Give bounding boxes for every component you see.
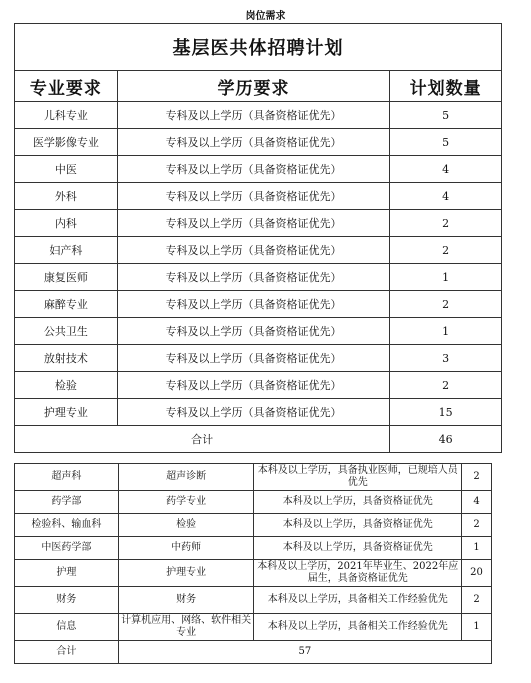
table-row <box>15 183 502 210</box>
education-cell: 专科及以上学历（具备资格证优先） <box>117 237 389 264</box>
count-cell: 2 <box>390 372 502 399</box>
education-cell: 专科及以上学历（具备资格证优先） <box>117 399 389 426</box>
table-row <box>15 537 492 560</box>
education-cell: 专科及以上学历（具备资格证优先） <box>117 264 389 291</box>
total-label: 合计 <box>15 426 390 453</box>
table-row <box>15 372 502 399</box>
header-education: 学历要求 <box>117 71 389 102</box>
major-cell: 放射技术 <box>15 345 118 372</box>
table-row <box>15 102 502 129</box>
major-cell: 公共卫生 <box>15 318 118 345</box>
major-cell: 检验 <box>15 372 118 399</box>
table-row <box>15 399 502 426</box>
total-row <box>15 641 492 664</box>
education-cell: 专科及以上学历（具备资格证优先） <box>117 345 389 372</box>
count-cell: 15 <box>390 399 502 426</box>
department-cell: 药学部 <box>15 491 119 514</box>
table-row <box>15 464 492 491</box>
department-cell: 超声科 <box>15 464 119 491</box>
major-cell: 麻醉专业 <box>15 291 118 318</box>
header-major: 专业要求 <box>15 71 118 102</box>
requirement-cell: 本科及以上学历，具备资格证优先 <box>254 491 462 514</box>
table-row <box>15 318 502 345</box>
major-cell: 儿科专业 <box>15 102 118 129</box>
major-cell: 财务 <box>118 587 254 614</box>
education-cell: 专科及以上学历（具备资格证优先） <box>117 291 389 318</box>
table-row <box>15 614 492 641</box>
count-cell: 2 <box>390 210 502 237</box>
count-cell: 20 <box>462 560 492 587</box>
table-row <box>15 587 492 614</box>
education-cell: 专科及以上学历（具备资格证优先） <box>117 372 389 399</box>
requirement-cell: 本科及以上学历，具备执业医师，已规培人员优先 <box>254 464 462 491</box>
count-cell: 1 <box>390 264 502 291</box>
major-cell: 中医 <box>15 156 118 183</box>
table-row <box>15 210 502 237</box>
count-cell: 4 <box>390 156 502 183</box>
major-cell: 医学影像专业 <box>15 129 118 156</box>
department-cell: 护理 <box>15 560 119 587</box>
table-row <box>15 156 502 183</box>
count-cell: 5 <box>390 102 502 129</box>
page-heading: 岗位需求 <box>245 11 286 22</box>
table-row <box>15 491 492 514</box>
major-cell: 外科 <box>15 183 118 210</box>
department-cell: 中医药学部 <box>15 537 119 560</box>
department-cell: 财务 <box>15 587 119 614</box>
count-cell: 2 <box>462 464 492 491</box>
count-cell: 1 <box>462 537 492 560</box>
table-row <box>15 237 502 264</box>
education-cell: 专科及以上学历（具备资格证优先） <box>117 318 389 345</box>
total-value: 46 <box>390 426 502 453</box>
table-row <box>15 291 502 318</box>
table-row <box>15 345 502 372</box>
requirement-cell: 本科及以上学历，具备资格证优先 <box>254 537 462 560</box>
total-value: 57 <box>118 641 491 664</box>
major-cell: 妇产科 <box>15 237 118 264</box>
table-row <box>15 129 502 156</box>
primary-recruitment-table <box>14 23 502 453</box>
table-row <box>15 514 492 537</box>
secondary-recruitment-table <box>14 463 492 664</box>
count-cell: 1 <box>390 318 502 345</box>
count-cell: 2 <box>462 514 492 537</box>
major-cell: 内科 <box>15 210 118 237</box>
requirement-cell: 本科及以上学历，具备相关工作经验优先 <box>254 614 462 641</box>
count-cell: 4 <box>390 183 502 210</box>
count-cell: 3 <box>390 345 502 372</box>
education-cell: 专科及以上学历（具备资格证优先） <box>117 129 389 156</box>
major-cell: 药学专业 <box>118 491 254 514</box>
education-cell: 专科及以上学历（具备资格证优先） <box>117 210 389 237</box>
count-cell: 5 <box>390 129 502 156</box>
header-count: 计划数量 <box>390 71 502 102</box>
major-cell: 护理专业 <box>15 399 118 426</box>
table-row <box>15 560 492 587</box>
requirement-cell: 本科及以上学历，具备相关工作经验优先 <box>254 587 462 614</box>
major-cell: 计算机应用、网络、软件相关专业 <box>118 614 254 641</box>
count-cell: 2 <box>462 587 492 614</box>
table-title: 基层医共体招聘计划 <box>15 24 502 71</box>
total-label: 合计 <box>15 641 119 664</box>
count-cell: 1 <box>462 614 492 641</box>
requirement-cell: 本科及以上学历，2021年毕业生、2022年应届生，具备资格证优先 <box>254 560 462 587</box>
major-cell: 检验 <box>118 514 254 537</box>
requirement-cell: 本科及以上学历，具备资格证优先 <box>254 514 462 537</box>
count-cell: 2 <box>390 291 502 318</box>
table-row <box>15 264 502 291</box>
major-cell: 康复医师 <box>15 264 118 291</box>
education-cell: 专科及以上学历（具备资格证优先） <box>117 183 389 210</box>
education-cell: 专科及以上学历（具备资格证优先） <box>117 102 389 129</box>
major-cell: 超声诊断 <box>118 464 254 491</box>
major-cell: 中药师 <box>118 537 254 560</box>
education-cell: 专科及以上学历（具备资格证优先） <box>117 156 389 183</box>
department-cell: 信息 <box>15 614 119 641</box>
count-cell: 2 <box>390 237 502 264</box>
count-cell: 4 <box>462 491 492 514</box>
major-cell: 护理专业 <box>118 560 254 587</box>
department-cell: 检验科、输血科 <box>15 514 119 537</box>
